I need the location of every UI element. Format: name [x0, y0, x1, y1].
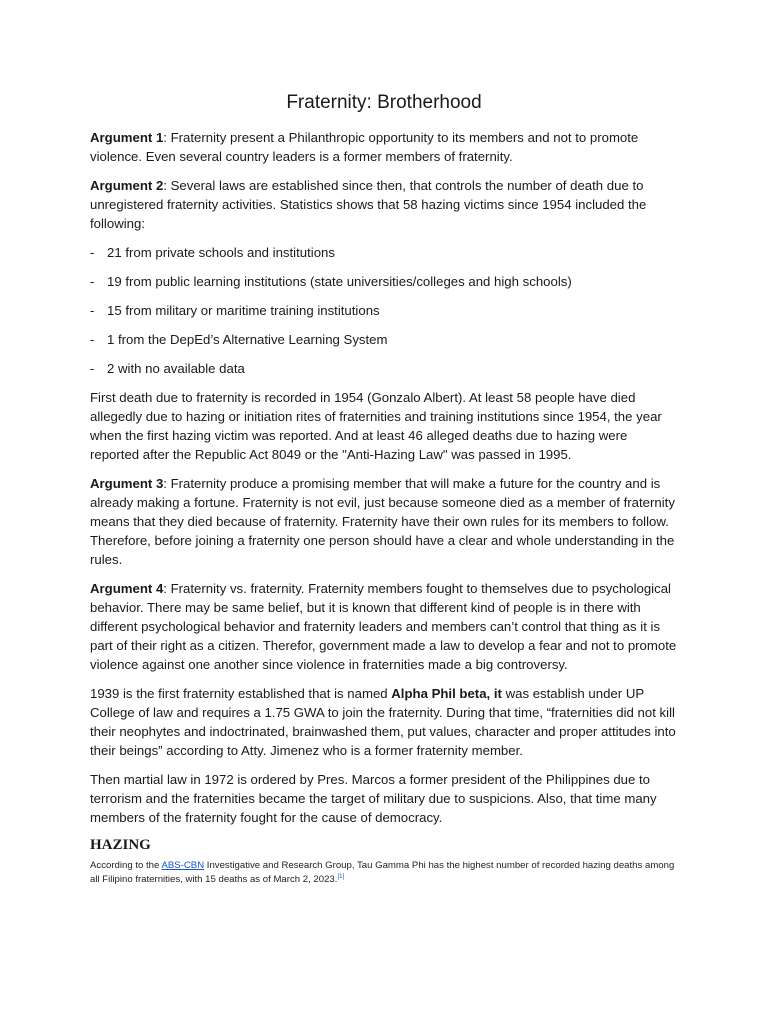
list-bullet: - [90, 303, 95, 318]
document-title: Fraternity: Brotherhood [286, 92, 482, 113]
argument-1-label: Argument 1 [90, 130, 164, 145]
list-item [90, 359, 678, 378]
hazing-note [90, 860, 678, 885]
argument-3-text: : Fraternity produce a promising member that will make a future for the country and is already making a fortune. Fraternity is not evil, just because someone died as a member of fraternity means that they died because of fraternity. Fraternity have their own rules for its members to follow. Therefore, before joining a fraternity one person should have a clear and whole understanding in the rules. [90, 476, 675, 567]
history-1939-paragraph [90, 684, 678, 760]
list-bullet: - [90, 332, 95, 347]
list-item-text: 19 from public learning institutions (state universities/colleges and high schools) [107, 274, 572, 289]
argument-2-paragraph [90, 176, 678, 233]
abs-cbn-link[interactable]: ABS-CBN [161, 860, 205, 871]
list-item-text: 1 from the DepEd’s Alternative Learning System [107, 332, 388, 347]
list-bullet: - [90, 274, 95, 289]
list-item-text: 21 from private schools and institutions [107, 245, 335, 260]
list-item-text: 2 with no available data [107, 361, 245, 376]
argument-2-text: : Several laws are established since then, that controls the number of death due to unregistered fraternity activities. Statistics shows that 58 hazing victims since 1954 included the following: [90, 178, 647, 231]
argument-4-paragraph [90, 579, 678, 674]
history-text-after: was establish under UP College of law and requires a 1.75 GWA to join the fraternity. During that time, “fraternities did not kill their neophytes and indoctrinated, brainwashed them, put values, character and proper attitudes into their beings” according to Atty. Jimenez who is a former fraternity member. [90, 686, 676, 758]
martial-law-paragraph: Then martial law in 1972 is ordered by Pres. Marcos a former president of the Philippines due to terrorism and the fraternities became the target of military due to suspicions. Also, that time many members of the fraternity fought for the cause of democracy. [90, 772, 657, 825]
list-item [90, 301, 678, 320]
first-death-paragraph: First death due to fraternity is recorded in 1954 (Gonzalo Albert). At least 58 people have died allegedly due to hazing or initiation rites of fraternities and training institutions since 1954, the year when the first hazing victim was reported. And at least 46 alleged deaths due to hazing were reported after the Republic Act 8049 or the "Anti-Hazing Law" was passed in 1995. [90, 390, 662, 462]
list-item [90, 272, 678, 291]
argument-2-label: Argument 2 [90, 178, 164, 193]
argument-1-paragraph [90, 128, 678, 166]
hazing-statistics-list [90, 243, 678, 378]
argument-3-paragraph [90, 474, 678, 569]
list-bullet: - [90, 361, 95, 376]
hazing-note-text-after: Investigative and Research Group, Tau Gamma Phi has the highest number of recorded hazing deaths among all Filipino fraternities, with 15 deaths as of March 2, 2023. [90, 860, 675, 885]
fraternity-name-suffix: , it [486, 686, 502, 701]
history-text-before: 1939 is the first fraternity established that is named [90, 686, 392, 701]
list-bullet: - [90, 245, 95, 260]
reference-link[interactable]: [1] [337, 873, 345, 880]
hazing-heading: HAZING [90, 837, 151, 853]
list-item [90, 330, 678, 349]
hazing-note-text-before: According to the [90, 860, 162, 871]
argument-3-label: Argument 3 [90, 476, 164, 491]
argument-4-text: : Fraternity vs. fraternity. Fraternity members fought to themselves due to psychological behavior. There may be same belief, but it is known that different kind of people is in there with different psychological behavior and fraternity leaders and members can’t control that thing as it is part of their right as a citizen. Therefor, government made a law to develop a fear and not to promote violence against one another since violence in fraternities made a big controversy. [90, 581, 677, 672]
fraternity-name: Alpha Phil beta [391, 686, 487, 701]
argument-4-label: Argument 4 [90, 581, 164, 596]
argument-1-text: : Fraternity present a Philanthropic opportunity to its members and not to promote violence. Even several country leaders is a former members of fraternity. [90, 130, 639, 164]
list-item-text: 15 from military or maritime training institutions [107, 303, 380, 318]
list-item [90, 243, 678, 262]
